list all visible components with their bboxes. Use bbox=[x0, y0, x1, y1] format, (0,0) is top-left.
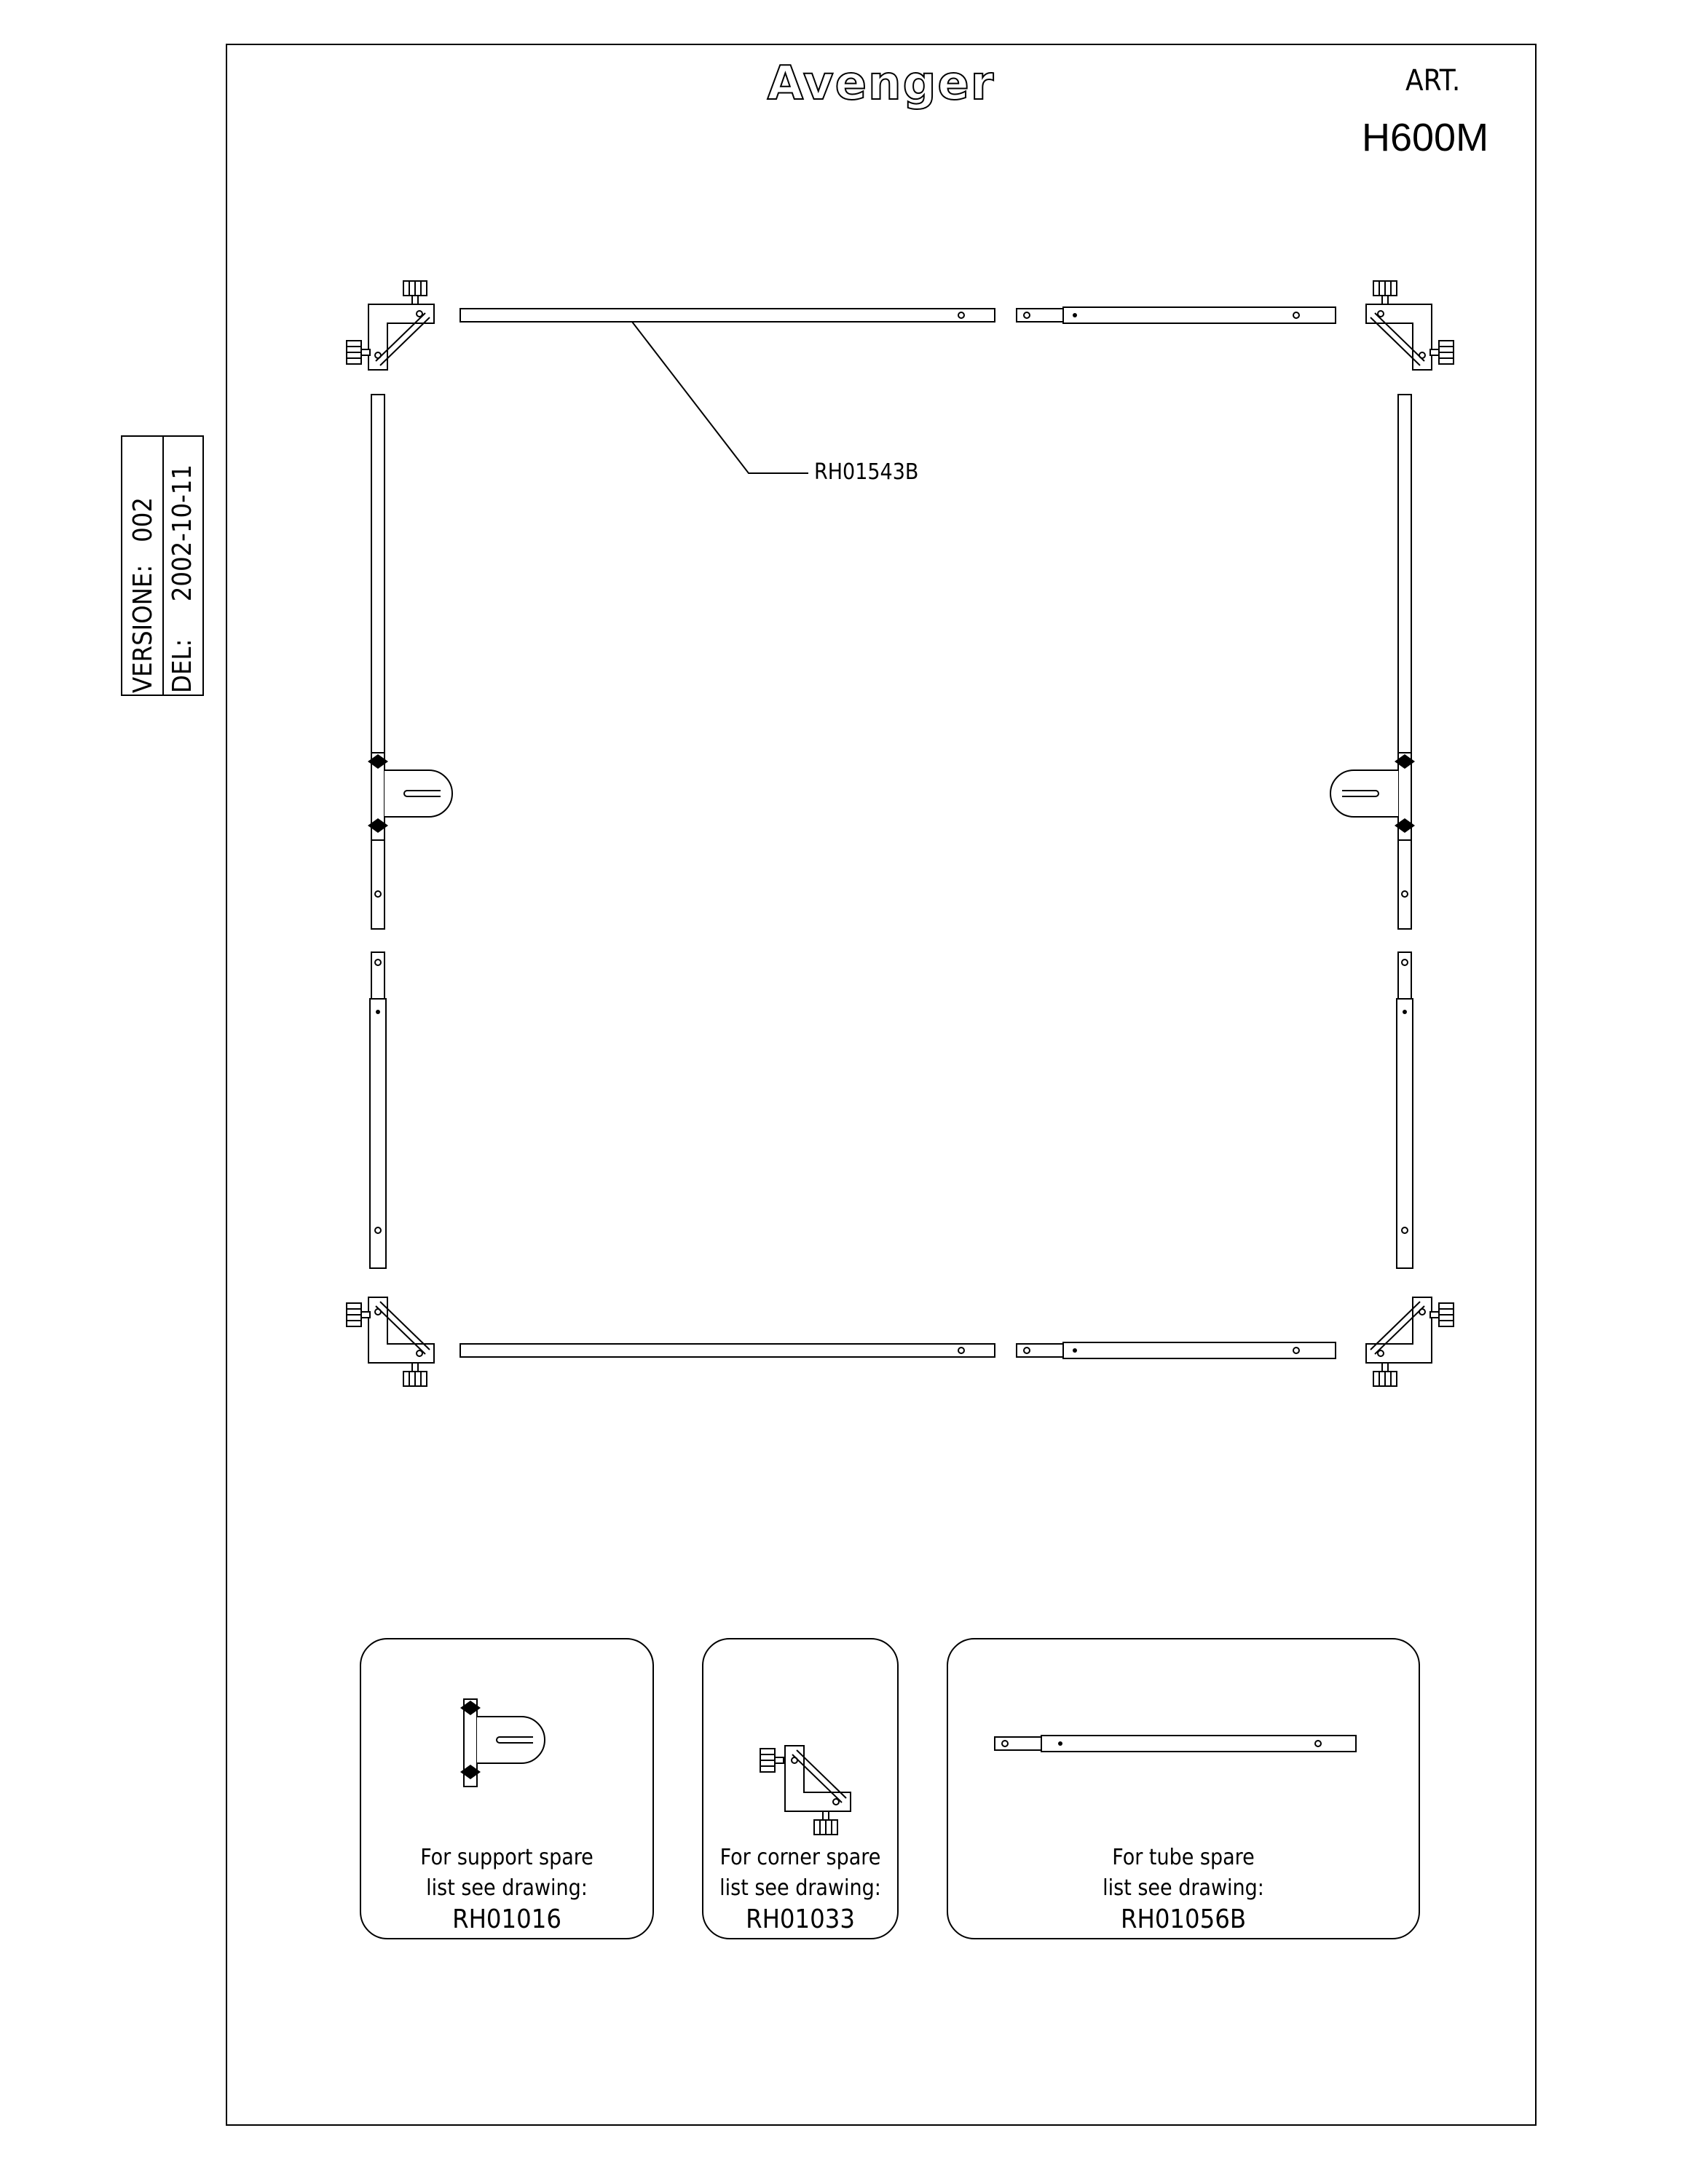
corner-top-right bbox=[1366, 281, 1454, 370]
art-label: ART. bbox=[1405, 64, 1461, 98]
date-value: 2002-10-11 bbox=[167, 464, 197, 602]
callout-part-code: RH01543B bbox=[814, 459, 919, 485]
spare-line-2: list see drawing: bbox=[426, 1875, 588, 1901]
spare-box-tube bbox=[947, 1638, 1420, 1939]
tube-right-lower bbox=[1397, 952, 1413, 1268]
spare-line-2: list see drawing: bbox=[1103, 1875, 1264, 1901]
corner-bottom-right bbox=[1366, 1297, 1454, 1386]
tube-right-upper bbox=[1330, 395, 1415, 929]
art-code: H600M bbox=[1362, 116, 1489, 159]
spare-box-support bbox=[360, 1638, 654, 1939]
brand-logo: Avenger bbox=[767, 57, 995, 111]
spare-line-1: For corner spare bbox=[719, 1845, 881, 1870]
spare-line-1: For tube spare bbox=[1112, 1845, 1255, 1870]
corner-top-left bbox=[347, 281, 434, 370]
corner-bottom-left bbox=[347, 1297, 434, 1386]
spare-line-2: list see drawing: bbox=[719, 1875, 881, 1901]
spare-box-corner bbox=[702, 1638, 899, 1939]
date-label: DEL: bbox=[167, 638, 197, 693]
spare-code: RH01016 bbox=[452, 1904, 561, 1934]
version-label: VERSIONE: bbox=[128, 564, 158, 693]
tube-bottom-right bbox=[1017, 1342, 1336, 1358]
spare-line-1: For support spare bbox=[420, 1845, 593, 1870]
spare-code: RH01033 bbox=[746, 1904, 855, 1934]
callout-leader bbox=[632, 322, 808, 473]
tube-left-upper bbox=[368, 395, 452, 929]
spare-code: RH01056B bbox=[1120, 1904, 1247, 1934]
tube-bottom-left bbox=[460, 1344, 995, 1357]
tube-left-lower bbox=[370, 952, 386, 1268]
version-value: 002 bbox=[128, 497, 158, 542]
tube-top-left bbox=[460, 309, 995, 322]
tube-top-right bbox=[1017, 307, 1336, 323]
